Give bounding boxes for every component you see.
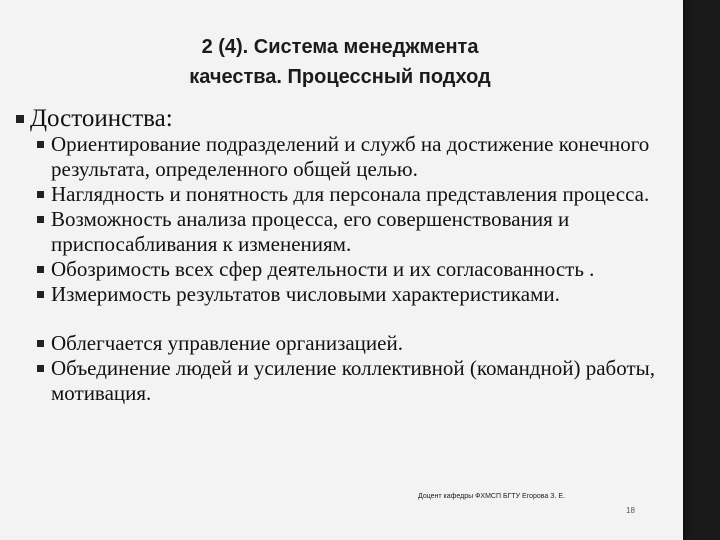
square-bullet-icon (37, 291, 44, 298)
list-item-text: Объединение людей и усиление коллективной (командной) работы, мотивация. (51, 356, 655, 405)
square-bullet-icon (37, 191, 44, 198)
list-item (37, 132, 677, 182)
advantages-list (37, 132, 677, 406)
page-number: 18 (626, 506, 635, 515)
square-bullet-icon (37, 340, 44, 347)
list-item-text: Наглядность и понятность для персонала представления процесса. (51, 182, 650, 206)
advantages-heading (16, 104, 173, 134)
slide-title (120, 32, 560, 92)
list-item (37, 331, 677, 356)
square-bullet-icon (37, 216, 44, 223)
title-line-2: качества. Процессный подход (189, 66, 491, 88)
advantages-heading-text: Достоинства: (30, 105, 173, 132)
list-item (37, 282, 677, 307)
list-item (37, 356, 677, 406)
list-item (37, 257, 677, 282)
list-item (37, 182, 677, 207)
list-item (37, 207, 677, 257)
square-bullet-icon (37, 266, 44, 273)
author-footer: Доцент кафедры ФХМСП БГТУ Егорова З. Е. (418, 493, 565, 500)
list-item-text: Обозримость всех сфер деятельности и их согласованность . (51, 257, 595, 281)
list-item-text: Возможность анализа процесса, его совершенствования и приспосабливания к изменениям. (51, 207, 570, 256)
list-item-text: Ориентирование подразделений и служб на достижение конечного результата, определенного общей целью. (51, 132, 650, 181)
square-bullet-icon (37, 141, 44, 148)
square-bullet-icon (16, 115, 24, 123)
list-item-text: Облегчается управление организацией. (51, 331, 403, 355)
list-item-text: Измеримость результатов числовыми характеристиками. (51, 282, 560, 306)
title-line-1: 2 (4). Система менеджмента (201, 36, 479, 58)
square-bullet-icon (37, 365, 44, 372)
